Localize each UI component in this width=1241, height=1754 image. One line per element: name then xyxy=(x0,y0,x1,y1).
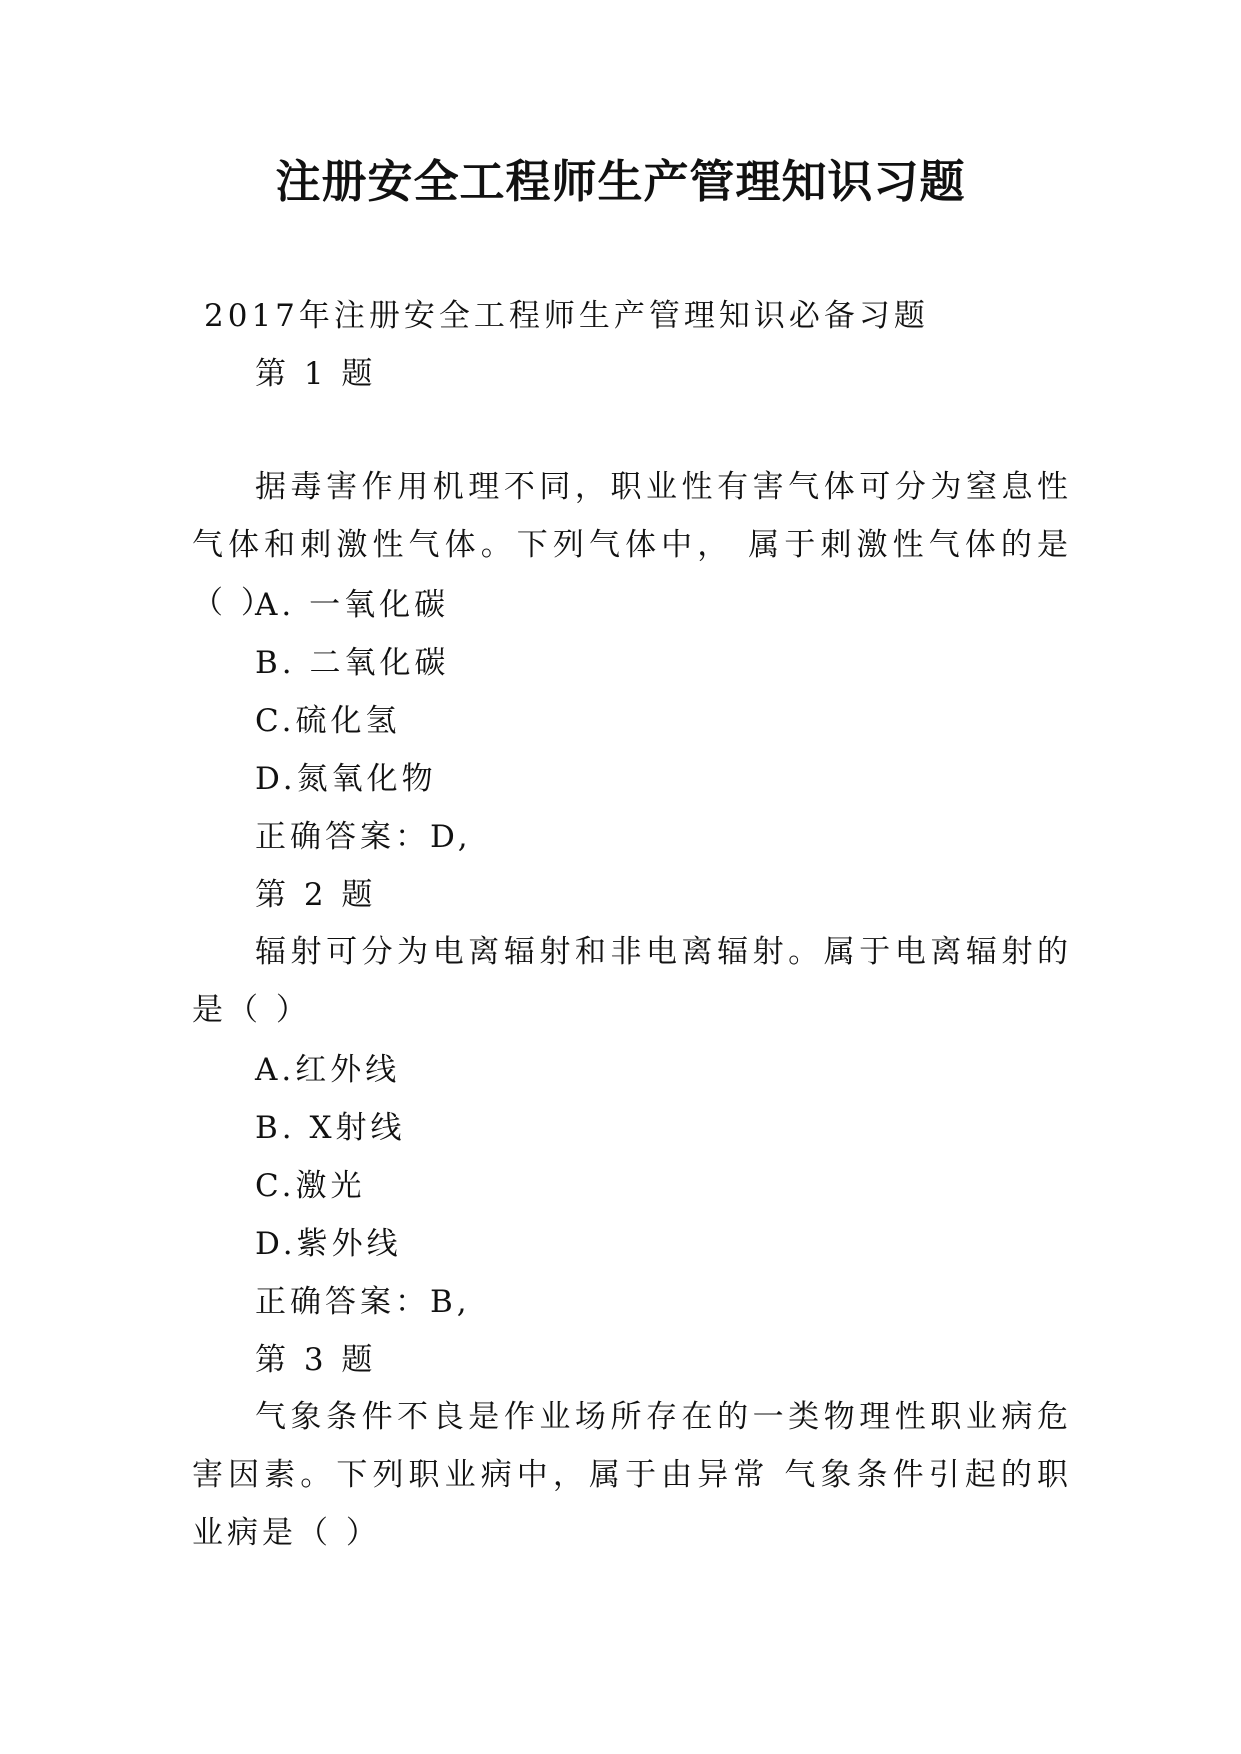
question-2-text: 辐射可分为电离辐射和非电离辐射。属于电离辐射的是（ ） xyxy=(192,934,1072,1028)
document-title: 注册安全工程师生产管理知识习题 xyxy=(275,155,966,208)
question-2-option-c: C.激光 xyxy=(255,1168,366,1204)
question-2-label: 第 2 题 xyxy=(255,877,377,913)
question-1-label: 第 1 题 xyxy=(255,356,377,392)
question-1-option-b: B. 二氧化碳 xyxy=(255,645,450,681)
question-1-option-a: A. 一氧化碳 xyxy=(255,587,450,623)
question-1-answer: 正确答案：D, xyxy=(255,819,472,855)
question-2-option-a: A.红外线 xyxy=(255,1052,401,1088)
question-2-answer: 正确答案：B, xyxy=(255,1284,471,1320)
question-3-label: 第 3 题 xyxy=(255,1342,377,1378)
document-subtitle: 2017年注册安全工程师生产管理知识必备习题 xyxy=(204,298,929,334)
question-3-text: 气象条件不良是作业场所存在的一类物理性职业病危害因素。下列职业病中，属于由异常 气象条件引起的职业病是（ ） xyxy=(192,1399,1072,1551)
question-2-option-b: B. X射线 xyxy=(255,1110,406,1146)
question-2-option-d: D.紫外线 xyxy=(255,1226,402,1262)
question-1-option-c: C.硫化氢 xyxy=(255,703,401,739)
question-1-option-d: D.氮氧化物 xyxy=(255,761,437,797)
question-1-text: 据毒害作用机理不同，职业性有害气体可分为窒息性气体和刺激性气体。下列气体中， 属于刺激性气体的是（ ） xyxy=(192,469,1072,621)
